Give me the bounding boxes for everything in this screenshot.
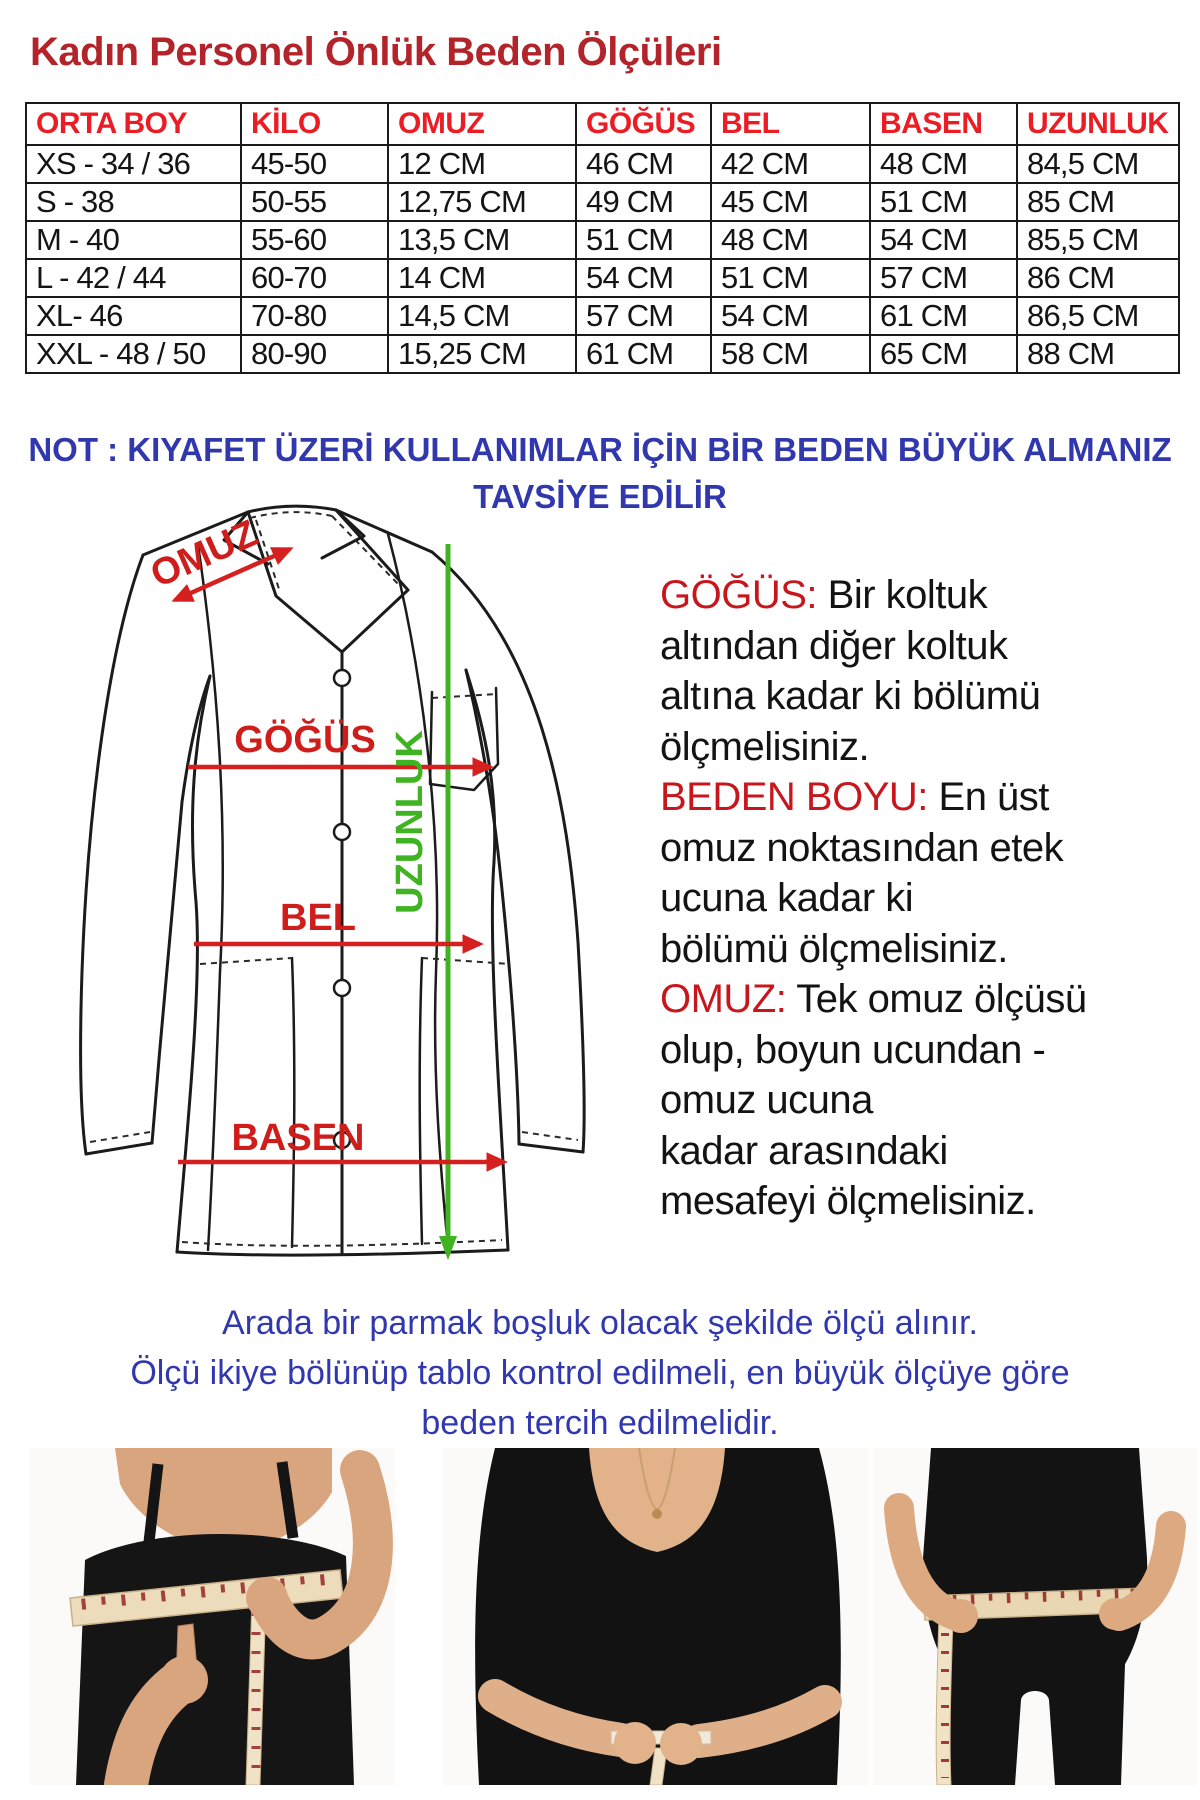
- gogus-label: GÖĞÜS: [234, 719, 376, 761]
- table-cell: 13,5 CM: [388, 221, 576, 259]
- table-cell: 54 CM: [711, 297, 870, 335]
- instruction-text: Tek omuz ölçüsü: [786, 977, 1087, 1021]
- table-cell: 42 CM: [711, 145, 870, 183]
- table-row: [26, 335, 1179, 373]
- omuz-term: OMUZ:: [660, 977, 787, 1021]
- table-cell: 48 CM: [870, 145, 1017, 183]
- table-header-row: [26, 103, 1179, 145]
- bel-label: BEL: [280, 897, 356, 939]
- table-cell: 51 CM: [576, 221, 711, 259]
- instruction-line: [660, 924, 1170, 975]
- table-cell: 54 CM: [870, 221, 1017, 259]
- instruction-line: [660, 722, 1170, 773]
- table-header-uzunluk: UZUNLUK: [1017, 103, 1179, 145]
- beden-boyu-term: BEDEN BOYU:: [660, 775, 928, 819]
- table-cell: 88 CM: [1017, 335, 1179, 373]
- table-cell: 84,5 CM: [1017, 145, 1179, 183]
- table-row: [26, 297, 1179, 335]
- instruction-line: [660, 1176, 1170, 1227]
- instruction-text: Bir koltuk: [817, 573, 988, 617]
- instruction-line: [660, 873, 1170, 924]
- table-cell: 61 CM: [576, 335, 711, 373]
- table-row: [26, 145, 1179, 183]
- table-cell: 14 CM: [388, 259, 576, 297]
- necklace-pendant: [652, 1509, 662, 1519]
- table-cell: 57 CM: [870, 259, 1017, 297]
- chest-measurement-photo: [30, 1448, 395, 1785]
- table-cell: 85,5 CM: [1017, 221, 1179, 259]
- table-header-orta-boy: ORTA BOY: [26, 103, 241, 145]
- table-cell: S - 38: [26, 183, 241, 221]
- table-cell: 45-50: [241, 145, 388, 183]
- instruction-line: [660, 823, 1170, 874]
- table-header-omuz: OMUZ: [388, 103, 576, 145]
- table-cell: L - 42 / 44: [26, 259, 241, 297]
- table-cell: 86,5 CM: [1017, 297, 1179, 335]
- table-cell: 54 CM: [576, 259, 711, 297]
- tip-line: beden tercih edilmelidir.: [421, 1404, 779, 1442]
- table-cell: 86 CM: [1017, 259, 1179, 297]
- table-row: [26, 183, 1179, 221]
- table-header-kilo: KİLO: [241, 103, 388, 145]
- table-cell: 48 CM: [711, 221, 870, 259]
- instruction-line: [660, 974, 1170, 1025]
- table-cell: 12 CM: [388, 145, 576, 183]
- table-cell: 80-90: [241, 335, 388, 373]
- table-row: [26, 259, 1179, 297]
- right-hand: [246, 1577, 288, 1619]
- instruction-line: [660, 772, 1170, 823]
- table-cell: 58 CM: [711, 335, 870, 373]
- tip-line: Arada bir parmak boşluk olacak şekilde ölçü alınır.: [222, 1304, 978, 1342]
- table-cell: 46 CM: [576, 145, 711, 183]
- left-hand: [160, 1656, 208, 1704]
- table-cell: XXL - 48 / 50: [26, 335, 241, 373]
- instruction-text: En üst: [927, 775, 1049, 819]
- instruction-line: [660, 1126, 1170, 1177]
- table-header-bel: BEL: [711, 103, 870, 145]
- table-cell: 65 CM: [870, 335, 1017, 373]
- table-cell: 85 CM: [1017, 183, 1179, 221]
- right-hand: [1099, 1598, 1131, 1630]
- table-cell: M - 40: [26, 221, 241, 259]
- table-cell: 50-55: [241, 183, 388, 221]
- basen-label: BASEN: [231, 1117, 365, 1159]
- table-cell: 15,25 CM: [388, 335, 576, 373]
- right-hand: [660, 1723, 702, 1765]
- instruction-line: [660, 671, 1170, 722]
- table-header-basen: BASEN: [870, 103, 1017, 145]
- instruction-text: kadar arasındaki: [660, 1128, 948, 1173]
- waist-measurement-photo: [443, 1448, 868, 1785]
- table-cell: 49 CM: [576, 183, 711, 221]
- table-cell: XS - 34 / 36: [26, 145, 241, 183]
- measurement-arrows: [175, 549, 504, 1162]
- uzunluk-arrow: [439, 544, 457, 1260]
- size-up-note-line1: NOT : KIYAFET ÜZERİ KULLANIMLAR İÇİN BİR BEDEN BÜYÜK ALMANIZ: [28, 431, 1172, 468]
- instruction-text: omuz ucuna: [660, 1078, 873, 1122]
- table-cell: XL- 46: [26, 297, 241, 335]
- gogus-term: GÖĞÜS:: [660, 573, 818, 617]
- table-cell: 70-80: [241, 297, 388, 335]
- table-cell: 55-60: [241, 221, 388, 259]
- table-cell: 12,75 CM: [388, 183, 576, 221]
- table-cell: 14,5 CM: [388, 297, 576, 335]
- tip-line: Ölçü ikiye bölünüp tablo kontrol edilmeli, en büyük ölçüye göre: [130, 1354, 1070, 1392]
- hip-measurement-photo: [873, 1448, 1197, 1785]
- instruction-line: [660, 1075, 1170, 1126]
- instruction-line: [660, 621, 1170, 672]
- left-hand: [614, 1722, 656, 1764]
- instruction-text: olup, boyun ucundan -: [660, 1027, 1046, 1072]
- omuz-label: OMUZ: [144, 512, 264, 597]
- instruction-text: altından diğer koltuk: [660, 623, 1008, 668]
- instruction-line: [660, 1025, 1170, 1076]
- instruction-text: mesafeyi ölçmelisiniz.: [660, 1179, 1036, 1223]
- size-table: [25, 102, 1180, 374]
- table-header-gogus: GÖĞÜS: [576, 103, 711, 145]
- instruction-text: ucuna kadar ki: [660, 876, 914, 920]
- instruction-line: [660, 570, 1170, 621]
- table-cell: 51 CM: [711, 259, 870, 297]
- instruction-text: altına kadar ki bölümü: [660, 674, 1041, 718]
- page-title: Kadın Personel Önlük Beden Ölçüleri: [30, 30, 722, 74]
- uzunluk-label: UZUNLUK: [389, 730, 431, 914]
- size-up-note-line2: TAVSİYE EDİLİR: [473, 478, 727, 515]
- instruction-text: ölçmelisiniz.: [660, 724, 870, 769]
- table-cell: 61 CM: [870, 297, 1017, 335]
- instruction-text: omuz noktasından etek: [660, 825, 1064, 870]
- instruction-text: bölümü ölçmelisiniz.: [660, 926, 1008, 971]
- table-row: [26, 221, 1179, 259]
- table-cell: 51 CM: [870, 183, 1017, 221]
- left-hand: [944, 1599, 978, 1633]
- table-cell: 57 CM: [576, 297, 711, 335]
- table-cell: 45 CM: [711, 183, 870, 221]
- measuring-tip-note: [0, 1298, 1200, 1448]
- table-cell: 60-70: [241, 259, 388, 297]
- measurement-instructions: [660, 570, 1170, 1227]
- coat-measurement-diagram: [70, 502, 615, 1264]
